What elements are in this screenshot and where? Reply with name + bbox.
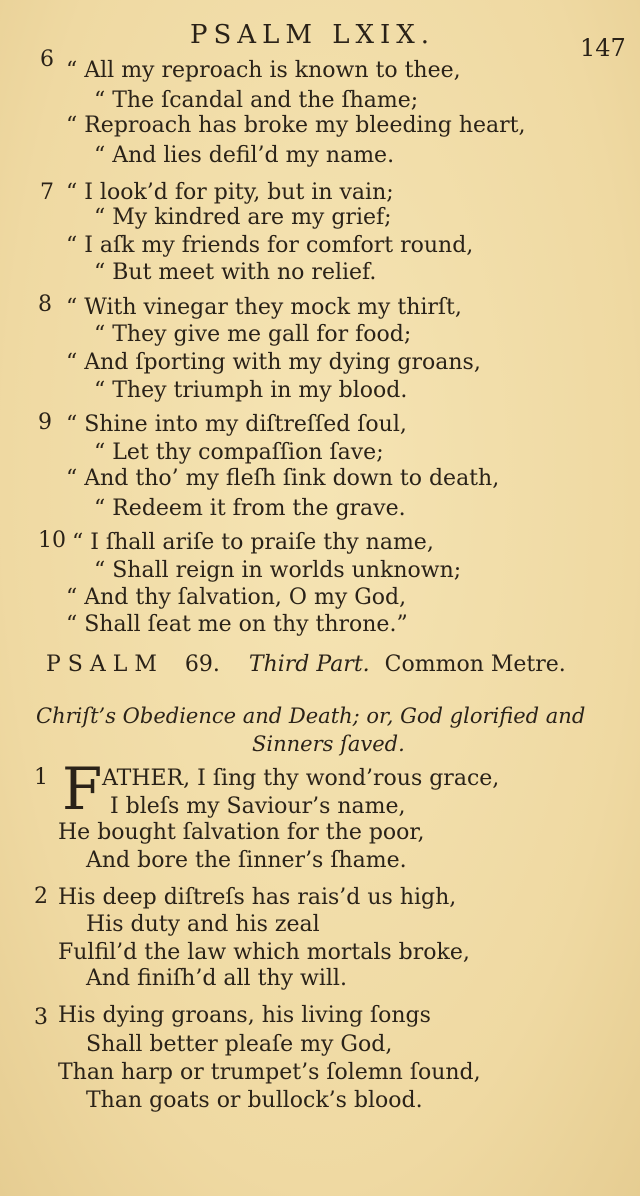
heading-psalm-number: 69. xyxy=(184,652,220,677)
verse-number: 2 xyxy=(34,884,48,909)
verse-line: And finiſh’d all thy will. xyxy=(86,966,347,991)
subtitle-line: Chriſt’s Obedience and Death; or, God glorified and xyxy=(36,704,586,728)
verse-line: “ Let thy compaſſion ſave; xyxy=(94,440,384,465)
verse-line: Than harp or trumpet’s ſolemn ſound, xyxy=(58,1060,481,1085)
verse-line: His duty and his zeal xyxy=(86,912,320,937)
verse-line: His deep diſtreſs has rais’d us high, xyxy=(58,885,457,910)
verse-line: “ Redeem it from the grave. xyxy=(94,496,406,521)
section-heading xyxy=(46,652,566,677)
verse-line: “ Shine into my diſtreſſed ſoul, xyxy=(66,412,407,437)
verse-number: 8 xyxy=(38,292,52,317)
verse-number: 9 xyxy=(38,410,52,435)
verse-line: “ I aſk my friends for comfort round, xyxy=(66,233,474,258)
verse-line: I bleſs my Saviour’s name, xyxy=(110,794,406,819)
drop-cap: F xyxy=(62,755,103,823)
page-number: 147 xyxy=(580,34,626,62)
heading-psalm-word: PSALM xyxy=(46,652,164,677)
verse-line: And bore the ſinner’s ſhame. xyxy=(86,848,407,873)
verse-line: “ I ſhall ariſe to praiſe thy name, xyxy=(72,530,434,555)
verse-number: 7 xyxy=(40,180,54,205)
verse-line: “ But meet with no relief. xyxy=(94,260,377,285)
verse-line: “ And thy ſalvation, O my God, xyxy=(66,585,407,610)
verse-line: “ Shall reign in worlds unknown; xyxy=(94,558,462,583)
verse-line: “ They give me gall for food; xyxy=(94,322,412,347)
verse-number: 1 xyxy=(34,765,48,790)
verse-line: “ And lies defil’d my name. xyxy=(94,143,395,168)
verse-line: Than goats or bullock’s blood. xyxy=(86,1088,423,1113)
verse-number: 6 xyxy=(40,47,54,72)
verse-line: “ And ſporting with my dying groans, xyxy=(66,350,481,375)
verse-line: “ I look’d for pity, but in vain; xyxy=(66,180,394,205)
verse-line: His dying groans, his living ſongs xyxy=(58,1003,431,1028)
running-head: PSALM LXIX. xyxy=(190,20,436,50)
verse-line: Fulfil’d the law which mortals broke, xyxy=(58,940,470,965)
verse-number: 10 xyxy=(38,528,66,553)
heading-part: Third Part. xyxy=(248,652,370,677)
verse-line: ATHER, I ſing thy wond’rous grace, xyxy=(102,766,500,791)
verse-line: “ All my reproach is known to thee, xyxy=(66,58,461,83)
verse-line: “ With vinegar they mock my thirſt, xyxy=(66,295,462,320)
verse-line: “ The ſcandal and the ſhame; xyxy=(94,88,419,113)
verse-line: He bought ſalvation for the poor, xyxy=(58,820,425,845)
verse-line: “ And tho’ my fleſh ſink down to death, xyxy=(66,466,500,491)
heading-metre: Common Metre. xyxy=(384,652,566,677)
verse-line: Shall better pleaſe my God, xyxy=(86,1032,393,1057)
subtitle-line: Sinners ſaved. xyxy=(252,732,405,756)
verse-line: “ Reproach has broke my bleeding heart, xyxy=(66,113,526,138)
verse-line: “ Shall ſeat me on thy throne.” xyxy=(66,612,408,637)
verse-line: “ My kindred are my grief; xyxy=(94,205,392,230)
verse-line: “ They triumph in my blood. xyxy=(94,378,408,403)
verse-number: 3 xyxy=(34,1005,48,1030)
